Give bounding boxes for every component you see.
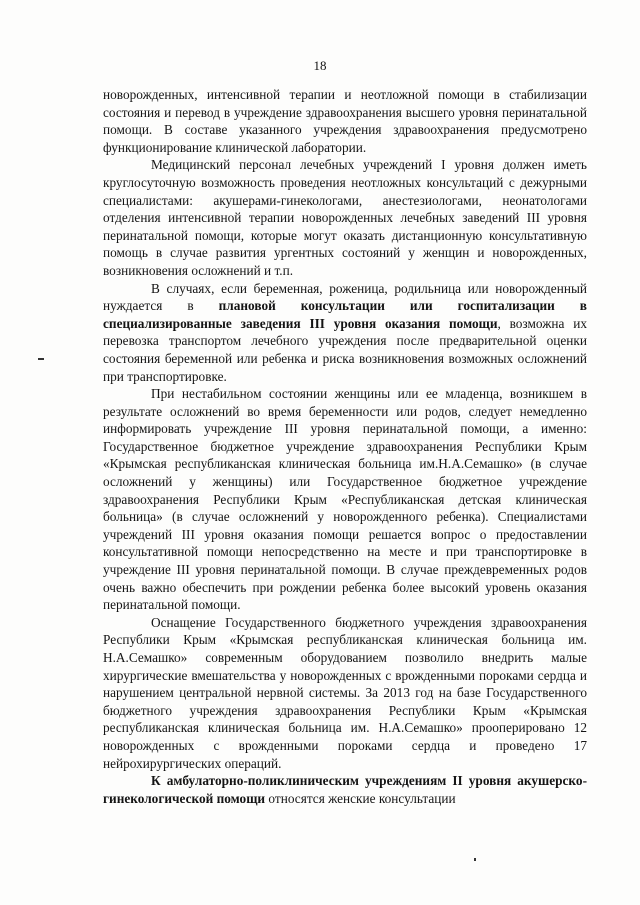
paragraph-planned-consultation: [103, 280, 587, 386]
paragraph-outpatient-level-two: [103, 772, 587, 807]
text-segment: Медицинский персонал лечебных учреждений I уровня должен иметь круглосуточную возможность проведения неотложных консультаций с дежурными специалистами: акушерами-гинекологами, анестезиологами, неонатологами отделения интенсивной терапии новорожденных лечебных заведений III уровня перинатальной помощи, которые могут оказать дистанционную консультативную помощь в случае развития ургентных состояний у женщин и новорожденных, возникновения осложнений и т.п.: [103, 157, 587, 278]
paragraph-continuation: [103, 86, 587, 156]
scan-artifact-mark: [38, 358, 44, 360]
paragraph-unstable-condition: [103, 385, 587, 614]
text-segment: относятся женские консультации: [265, 790, 456, 806]
text-segment: Оснащение Государственного бюджетного учреждения здравоохранения Республики Крым «Крымская республиканская клиническая больница им. Н.А.Семашко» современным оборудованием позволило внедрить малые хирургические вмешательства у новорожденных с врожденными пороками сердца и нарушением центральной нервной системы. За 2013 год на базе Государственного бюджетного учреждения здравоохранения Республики Крым «Крымская республиканская клиническая больница им. Н.А.Семашко» прооперировано 12 новорожденных с врожденными пороками сердца и проведено 17 нейрохирургических операций.: [103, 614, 587, 771]
bold-text-segment: плановой консультации или госпитализации в специализированные заведения III уровня оказания помощи: [103, 298, 587, 331]
text-segment: , возможна их перевозка транспортом лечебного учреждения после предварительной оценки состояния беременной или ребенка и риска возникновения возможных осложнений при транспортировке.: [103, 315, 587, 384]
scan-artifact-mark: [474, 858, 476, 861]
text-segment: При нестабильном состоянии женщины или ее младенца, возникшем в результате осложнений во время беременности или родов, следует немедленно информировать учреждение III уровня перинатальной помощи, а именно: Государственное бюджетное учреждение здравоохранения Республики Крым «Крымская республиканская клиническая больница им.Н.А.Семашко» (в случае осложнений у женщины) или Государственное бюджетное учреждение здравоохранения Республики Крым «Республиканская детская клиническая больница» (в случае осложнений у новорожденного ребенка). Специалистами учреждений III уровня оказания помощи решается вопрос о предоставлении консультативной помощи непосредственно на месте и при транспортировке в учреждение III уровня перинатальной помощи. В случае преждевременных родов очень важно обеспечить при рождении ребенка более высокий уровень оказания перинатальной помощи.: [103, 386, 587, 613]
paragraph-equipment: [103, 614, 587, 772]
body-text: [103, 86, 587, 807]
bold-text-segment: К амбулаторно-поликлиническим учреждениям II уровня акушерско-гинекологической помощи: [103, 773, 587, 806]
text-segment: В случаях, если беременная, роженица, родильница или новорожденный нуждается в: [103, 280, 587, 314]
paragraph-level-one-staff: [103, 156, 587, 279]
text-segment: новорожденных, интенсивной терапии и неотложной помощи в стабилизации состояния и перевод в учреждение здравоохранения высшего уровня перинатальной помощи. В составе указанного учреждения здравоохранения предусмотрено функционирование клинической лаборатории.: [103, 87, 587, 155]
page-number: 18: [313, 58, 327, 73]
